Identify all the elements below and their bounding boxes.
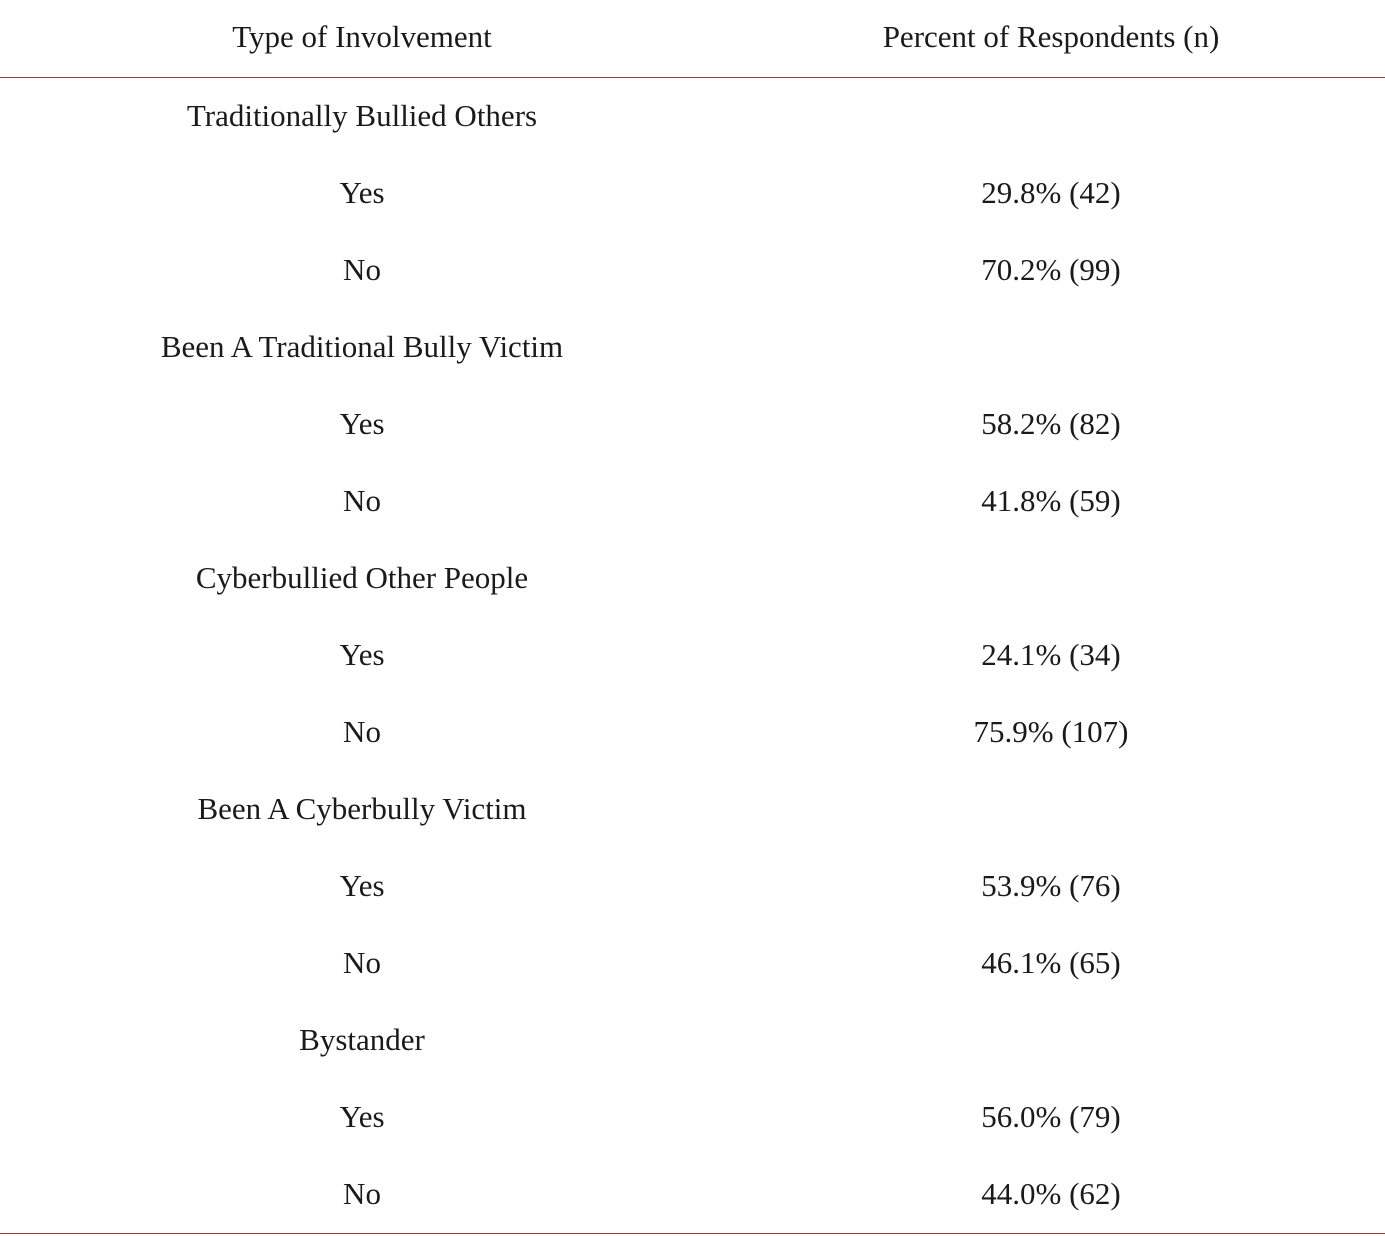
answer-cell: Yes	[339, 637, 385, 672]
group-label-row	[0, 540, 1385, 617]
table-row	[0, 617, 1385, 694]
group-label: Bystander	[299, 1022, 425, 1057]
answer-cell: Yes	[339, 1099, 385, 1134]
answer-cell: No	[343, 714, 381, 749]
answer-cell: No	[343, 945, 381, 980]
value-cell: 58.2% (82)	[981, 406, 1121, 441]
table-body	[0, 78, 1385, 1234]
answer-cell: No	[343, 483, 381, 518]
table-row	[0, 155, 1385, 232]
table-row	[0, 1156, 1385, 1233]
table-row	[0, 694, 1385, 771]
answer-cell: No	[343, 252, 381, 287]
table-row	[0, 463, 1385, 540]
value-cell: 24.1% (34)	[981, 637, 1121, 672]
value-cell: 44.0% (62)	[981, 1176, 1121, 1211]
table-row	[0, 232, 1385, 309]
value-cell: 29.8% (42)	[981, 175, 1121, 210]
answer-cell: No	[343, 1176, 381, 1211]
header-type-of-involvement: Type of Involvement	[232, 19, 492, 54]
group-label-row	[0, 771, 1385, 848]
table-row	[0, 925, 1385, 1002]
table-header	[0, 0, 1385, 78]
group-label: Been A Cyberbully Victim	[197, 791, 527, 826]
table-row	[0, 1079, 1385, 1156]
value-cell: 53.9% (76)	[981, 868, 1121, 903]
value-cell: 75.9% (107)	[973, 714, 1129, 749]
group-label: Been A Traditional Bully Victim	[160, 329, 564, 364]
group-label: Traditionally Bullied Others	[186, 98, 538, 133]
answer-cell: Yes	[339, 868, 385, 903]
value-cell: 56.0% (79)	[981, 1099, 1121, 1134]
answer-cell: Yes	[339, 175, 385, 210]
value-cell: 70.2% (99)	[981, 252, 1121, 287]
answer-cell: Yes	[339, 406, 385, 441]
table-row	[0, 386, 1385, 463]
value-cell: 41.8% (59)	[981, 483, 1121, 518]
table-row	[0, 848, 1385, 925]
group-label-row	[0, 309, 1385, 386]
group-label: Cyberbullied Other People	[195, 560, 529, 595]
value-cell: 46.1% (65)	[981, 945, 1121, 980]
header-percent-of-respondents: Percent of Respondents (n)	[882, 19, 1220, 54]
group-label-row	[0, 78, 1385, 155]
group-label-row	[0, 1002, 1385, 1079]
